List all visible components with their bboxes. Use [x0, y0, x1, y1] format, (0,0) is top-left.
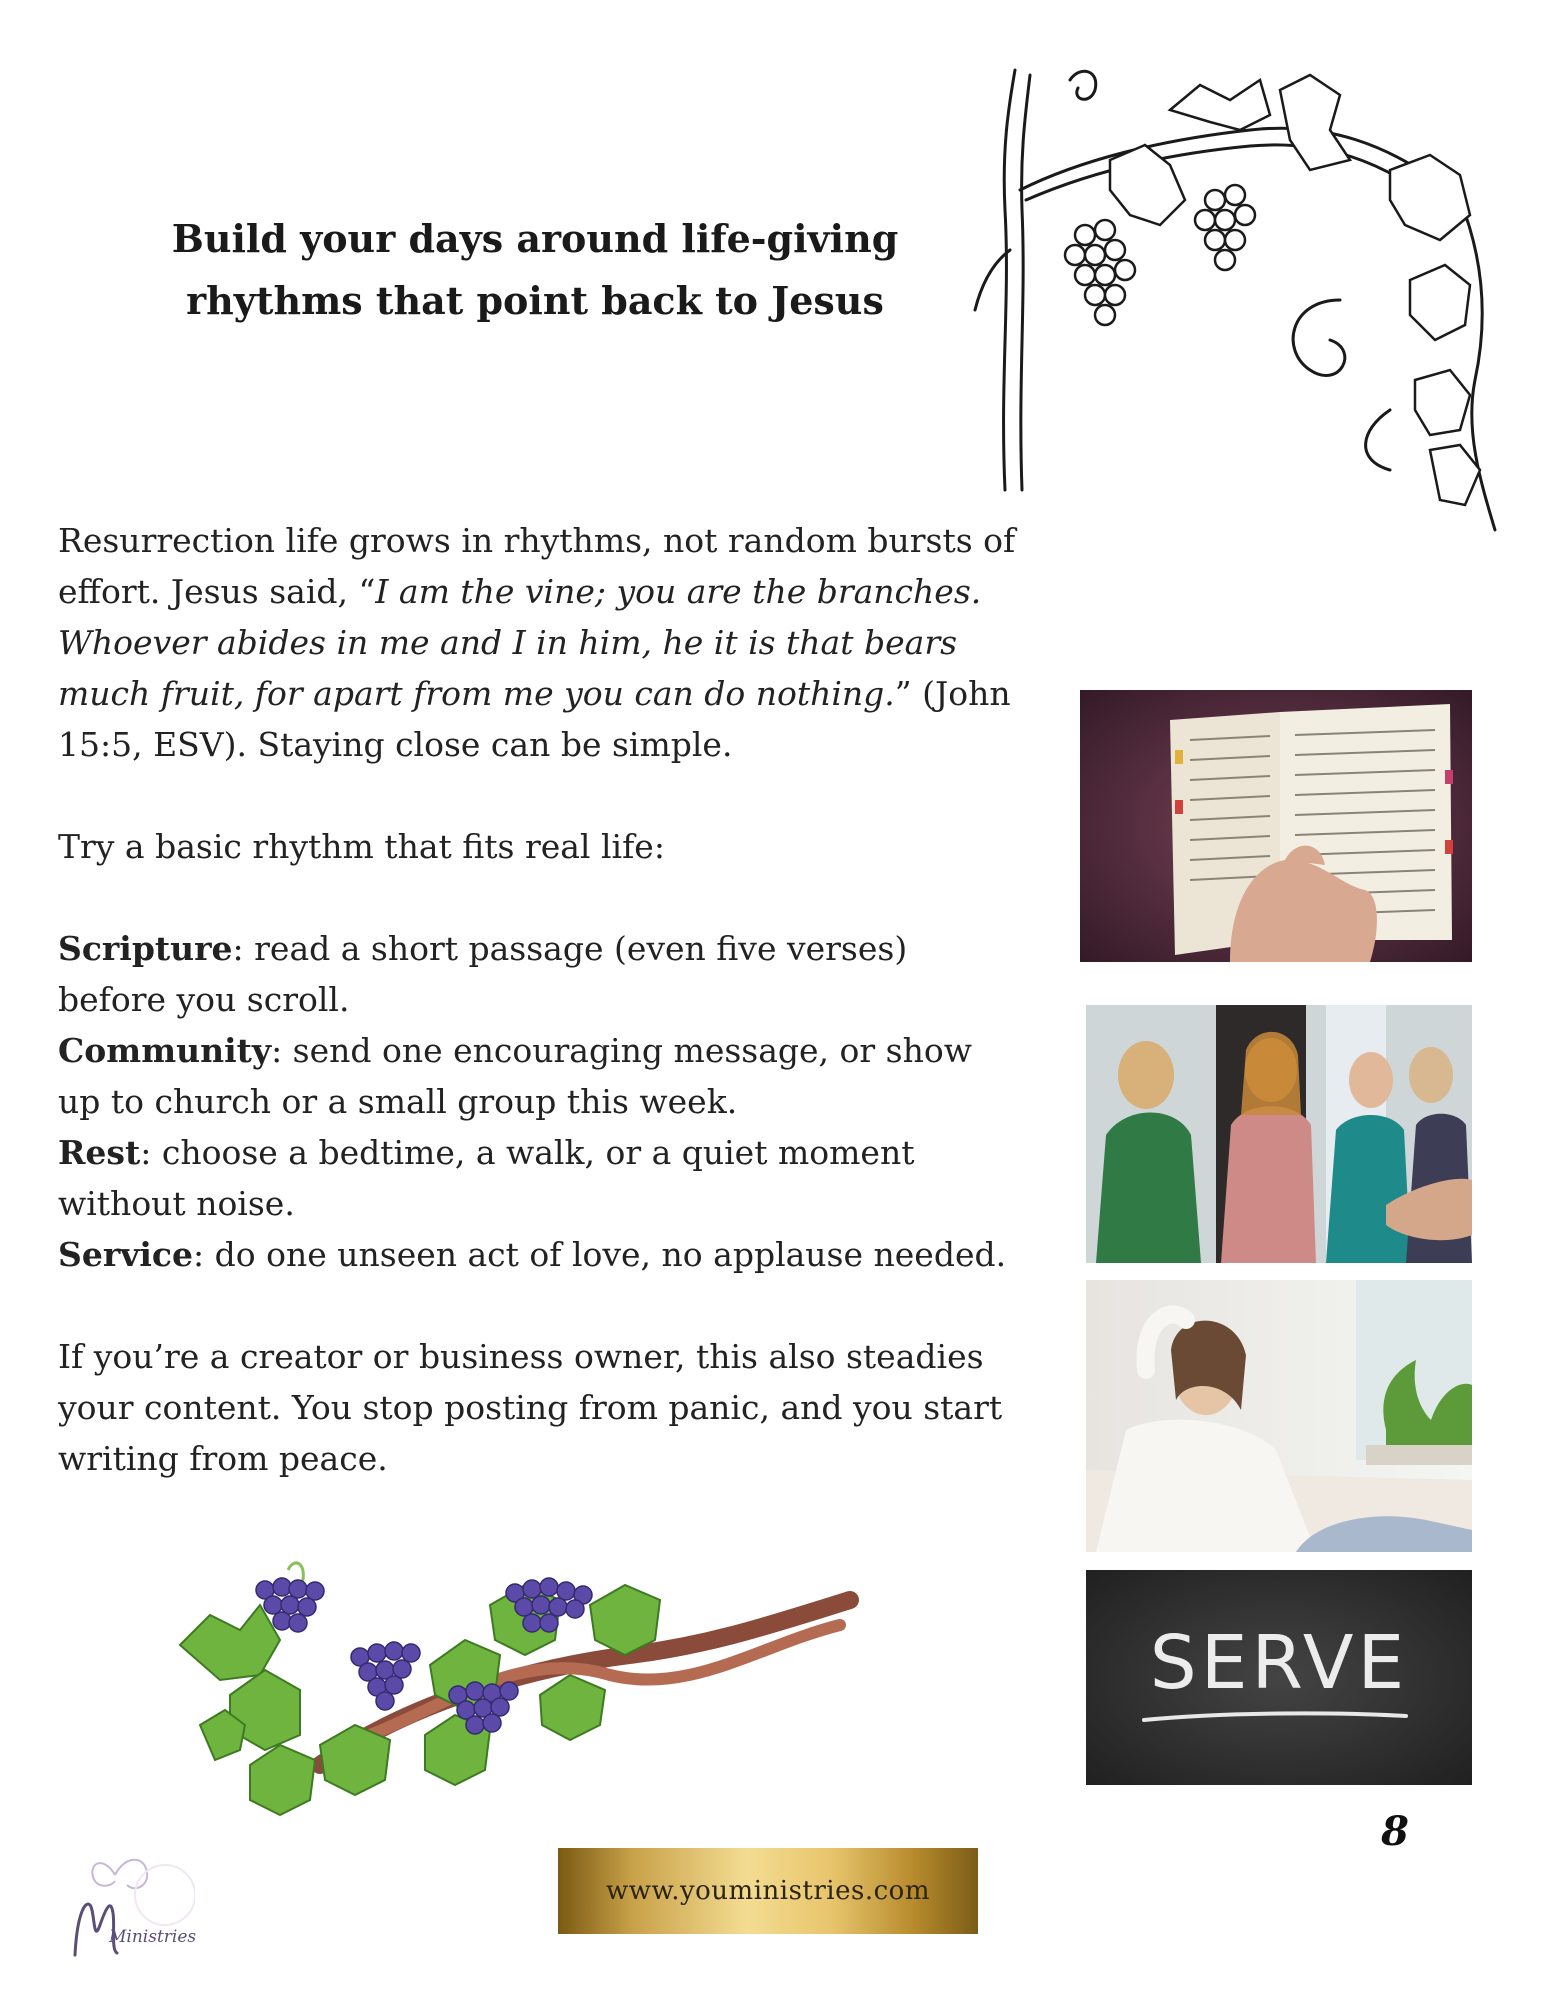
logo-text: Ministries: [109, 1927, 197, 1947]
heading-line-1: Build your days around life-giving: [171, 216, 899, 261]
rhythm-community: Community: send one encouraging message, or show up to church or a small group this week.: [58, 1031, 972, 1121]
body-text: [58, 515, 1018, 1484]
page-heading: [150, 208, 920, 332]
closing-paragraph: If you’re a creator or business owner, this also steadies your content. You stop posting from panic, and you start writing from peace.: [58, 1337, 1003, 1478]
heading-line-2: rhythms that point back to Jesus: [186, 278, 884, 323]
rhythm-intro: Try a basic rhythm that fits real life:: [58, 827, 665, 866]
page-number: 8: [1381, 1808, 1409, 1855]
rhythm-rest: Rest: choose a bedtime, a walk, or a quiet moment without noise.: [58, 1133, 915, 1223]
serve-chalk-text: SERVE: [1149, 1620, 1409, 1706]
community-photo: [1086, 1005, 1472, 1263]
intro-paragraph: Resurrection life grows in rhythms, not random bursts of effort. Jesus said, “I am the vine; you are the branches. Whoever abides in me and I in him, he it is that bears much fruit, for apart from me you can do nothing.” (John 15:5, ESV). Staying close can be simple.: [58, 521, 1016, 764]
vine-sketch-illustration: [960, 50, 1520, 580]
serve-chalkboard-photo: [1086, 1570, 1472, 1785]
website-url-banner[interactable]: [558, 1848, 978, 1934]
website-url[interactable]: www.youministries.com: [606, 1876, 930, 1906]
ministries-logo: [55, 1845, 195, 1975]
bible-photo: [1080, 690, 1472, 962]
rest-photo: [1086, 1280, 1472, 1552]
scripture-quote: I am the vine; you are the branches. Whoever abides in me and I in him, he it is that bears much fruit, for apart from me you can do nothing.: [58, 572, 982, 713]
grapevine-illustration: [170, 1545, 870, 1835]
rhythm-service: Service: do one unseen act of love, no applause needed.: [58, 1235, 1007, 1274]
rhythm-scripture: Scripture: read a short passage (even five verses) before you scroll.: [58, 929, 908, 1019]
